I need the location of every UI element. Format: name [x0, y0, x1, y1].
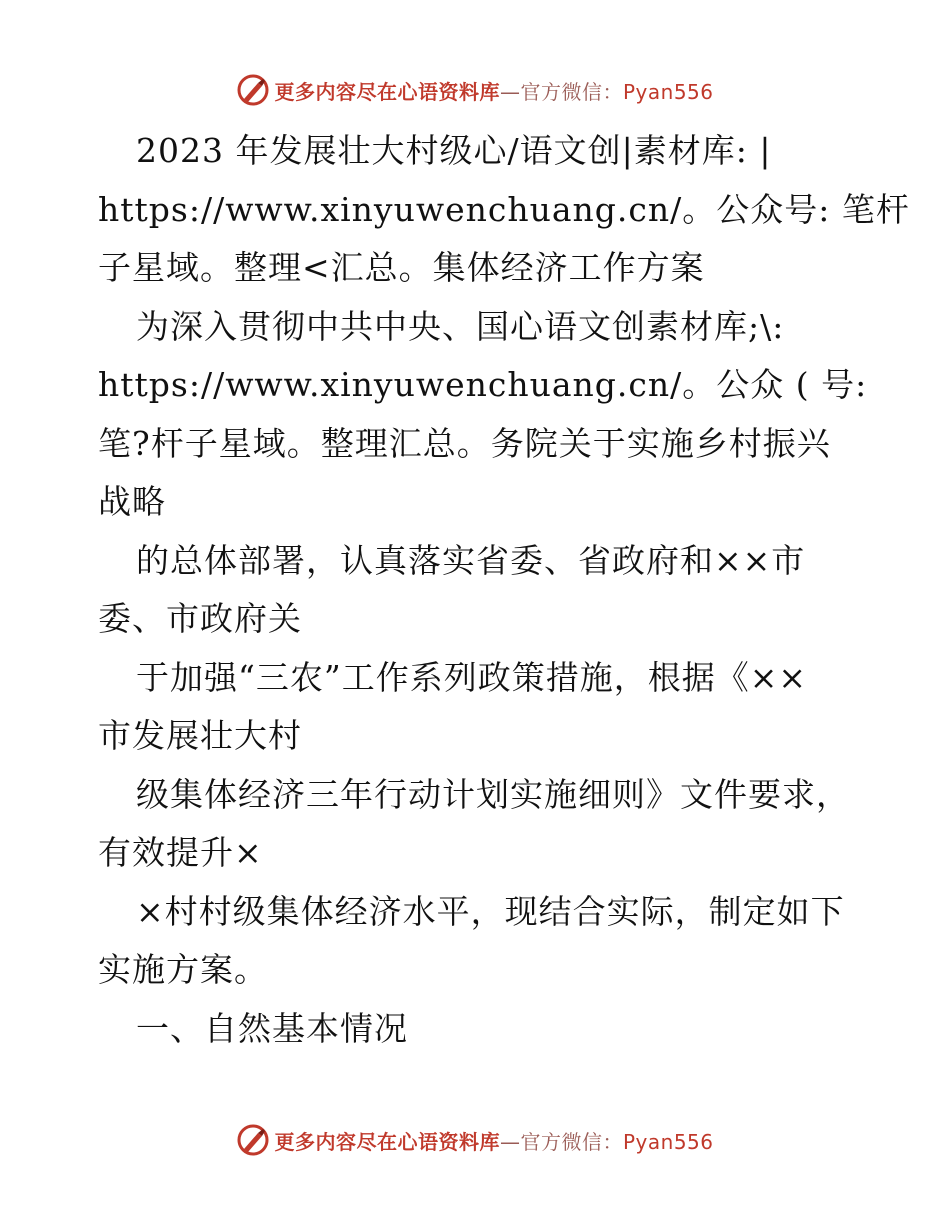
text-line: 的总体部署，认真落实省委、省政府和××市 [136, 540, 806, 580]
text-line: 子星域。整理<汇总。集体经济工作方案 [98, 248, 705, 287]
pen-logo-icon [236, 73, 270, 107]
footer-banner-wechat-id: Pyan556 [622, 1129, 714, 1154]
pen-logo-icon [236, 1123, 270, 1157]
text-line: 战略 [98, 482, 166, 521]
text-line: 级集体经济三年行动计划实施细则》文件要求， [136, 774, 850, 814]
text-line: 委、市政府关 [98, 599, 302, 638]
header-banner [0, 70, 950, 110]
footer-banner [0, 1120, 950, 1160]
footer-banner-wechat-label: —官方微信： [499, 1129, 623, 1154]
text-line: 市发展壮大村 [98, 716, 302, 755]
footer-banner-text [274, 1126, 713, 1155]
footer-banner-title: 更多内容尽在心语资料库 [274, 1129, 500, 1154]
text-line: 2023 年发展壮大村级心/语文创|素材库: | [136, 131, 772, 170]
document-body [98, 122, 910, 1058]
text-line: 为深入贯彻中共中央、国心语文创素材库;\: [136, 306, 785, 346]
header-banner-text [274, 76, 713, 105]
section-heading: 一、自然基本情况 [136, 1008, 408, 1048]
text-line: ×村村级集体经济水平，现结合实际，制定如下 [136, 891, 845, 931]
text-line: https://www.xinyuwenchuang.cn/。公众号: 笔杆 [98, 189, 910, 229]
text-line: 实施方案。 [98, 950, 268, 989]
text-line: https://www.xinyuwenchuang.cn/。公众 ( 号: [98, 365, 868, 404]
text-line: 于加强“三农”工作系列政策措施，根据《×× [136, 657, 808, 697]
header-banner-title: 更多内容尽在心语资料库 [274, 79, 500, 104]
text-line: 有效提升× [98, 833, 263, 872]
header-banner-wechat-label: —官方微信： [499, 79, 623, 104]
header-banner-wechat-id: Pyan556 [622, 79, 714, 104]
text-line: 笔?杆子星域。整理汇总。务院关于实施乡村振兴 [98, 423, 831, 463]
